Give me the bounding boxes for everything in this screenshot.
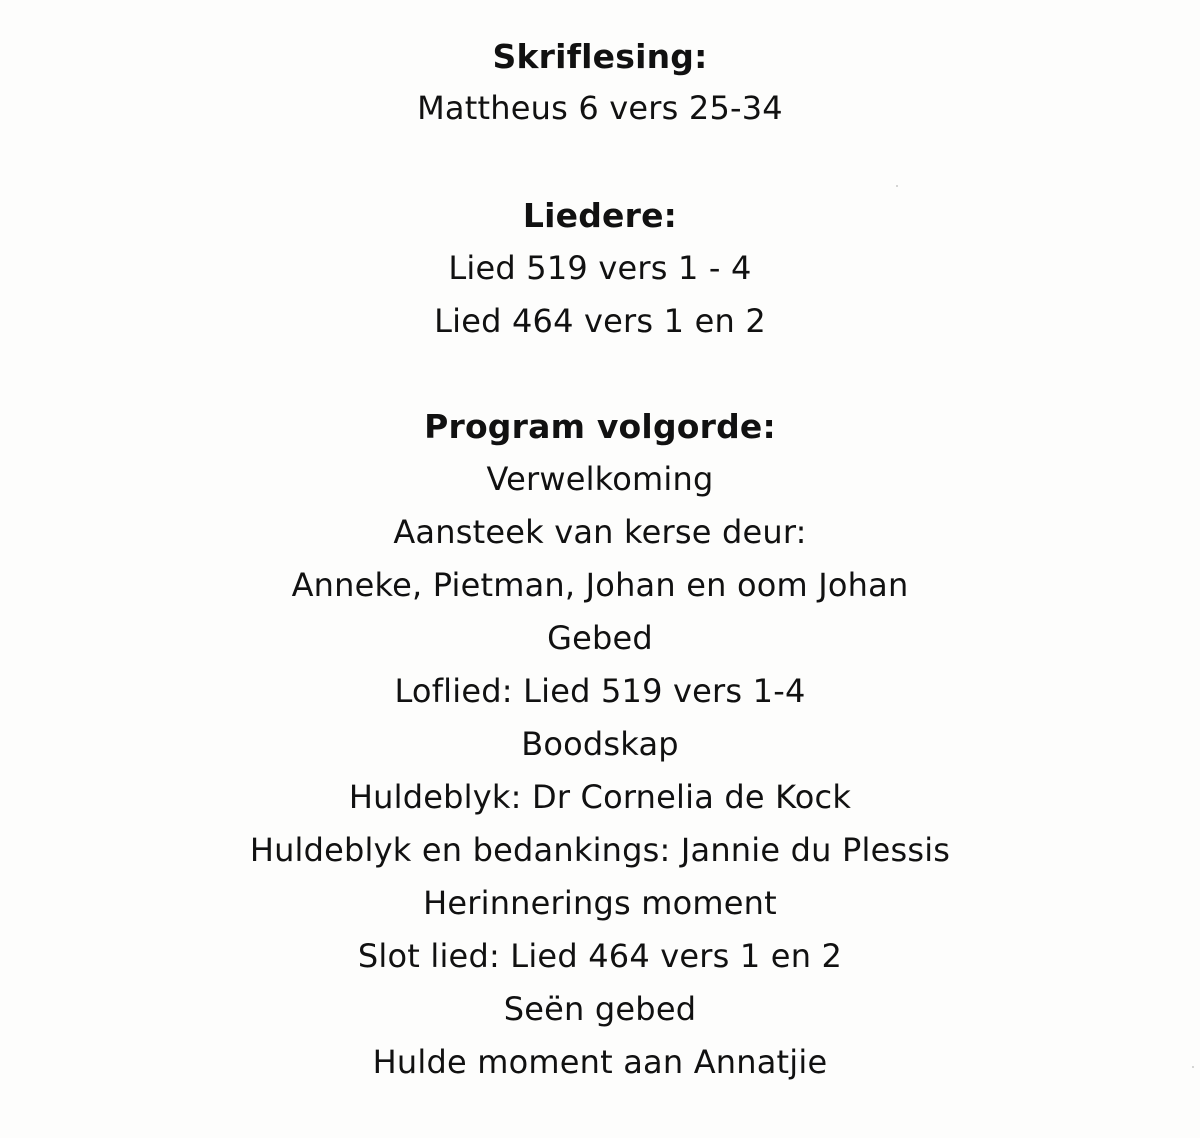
programme-item: Huldeblyk: Dr Cornelia de Kock bbox=[348, 778, 852, 816]
scripture-heading: Skriflesing: bbox=[492, 37, 708, 76]
programme-item: Gebed bbox=[547, 619, 653, 657]
paper-speck bbox=[896, 185, 898, 187]
programme-item: Seën gebed bbox=[503, 990, 697, 1028]
programme-item: Anneke, Pietman, Johan en oom Johan bbox=[291, 566, 909, 604]
programme-item: Loflied: Lied 519 vers 1-4 bbox=[394, 672, 806, 710]
programme-heading: Program volgorde: bbox=[424, 407, 776, 446]
paper-speck bbox=[1192, 1066, 1194, 1068]
songs-heading: Liedere: bbox=[522, 196, 678, 235]
scripture-reading: Mattheus 6 vers 25-34 bbox=[417, 89, 783, 127]
song-item: Lied 464 vers 1 en 2 bbox=[434, 302, 766, 340]
programme-item: Herinnerings moment bbox=[423, 884, 777, 922]
programme-item: Hulde moment aan Annatjie bbox=[372, 1043, 828, 1081]
song-item: Lied 519 vers 1 - 4 bbox=[448, 249, 752, 287]
programme-item: Verwelkoming bbox=[486, 460, 714, 498]
programme-item: Slot lied: Lied 464 vers 1 en 2 bbox=[357, 937, 843, 975]
programme-item: Huldeblyk en bedankings: Jannie du Plessis bbox=[249, 831, 951, 869]
programme-item: Boodskap bbox=[521, 725, 679, 763]
programme-item: Aansteek van kerse deur: bbox=[393, 513, 807, 551]
